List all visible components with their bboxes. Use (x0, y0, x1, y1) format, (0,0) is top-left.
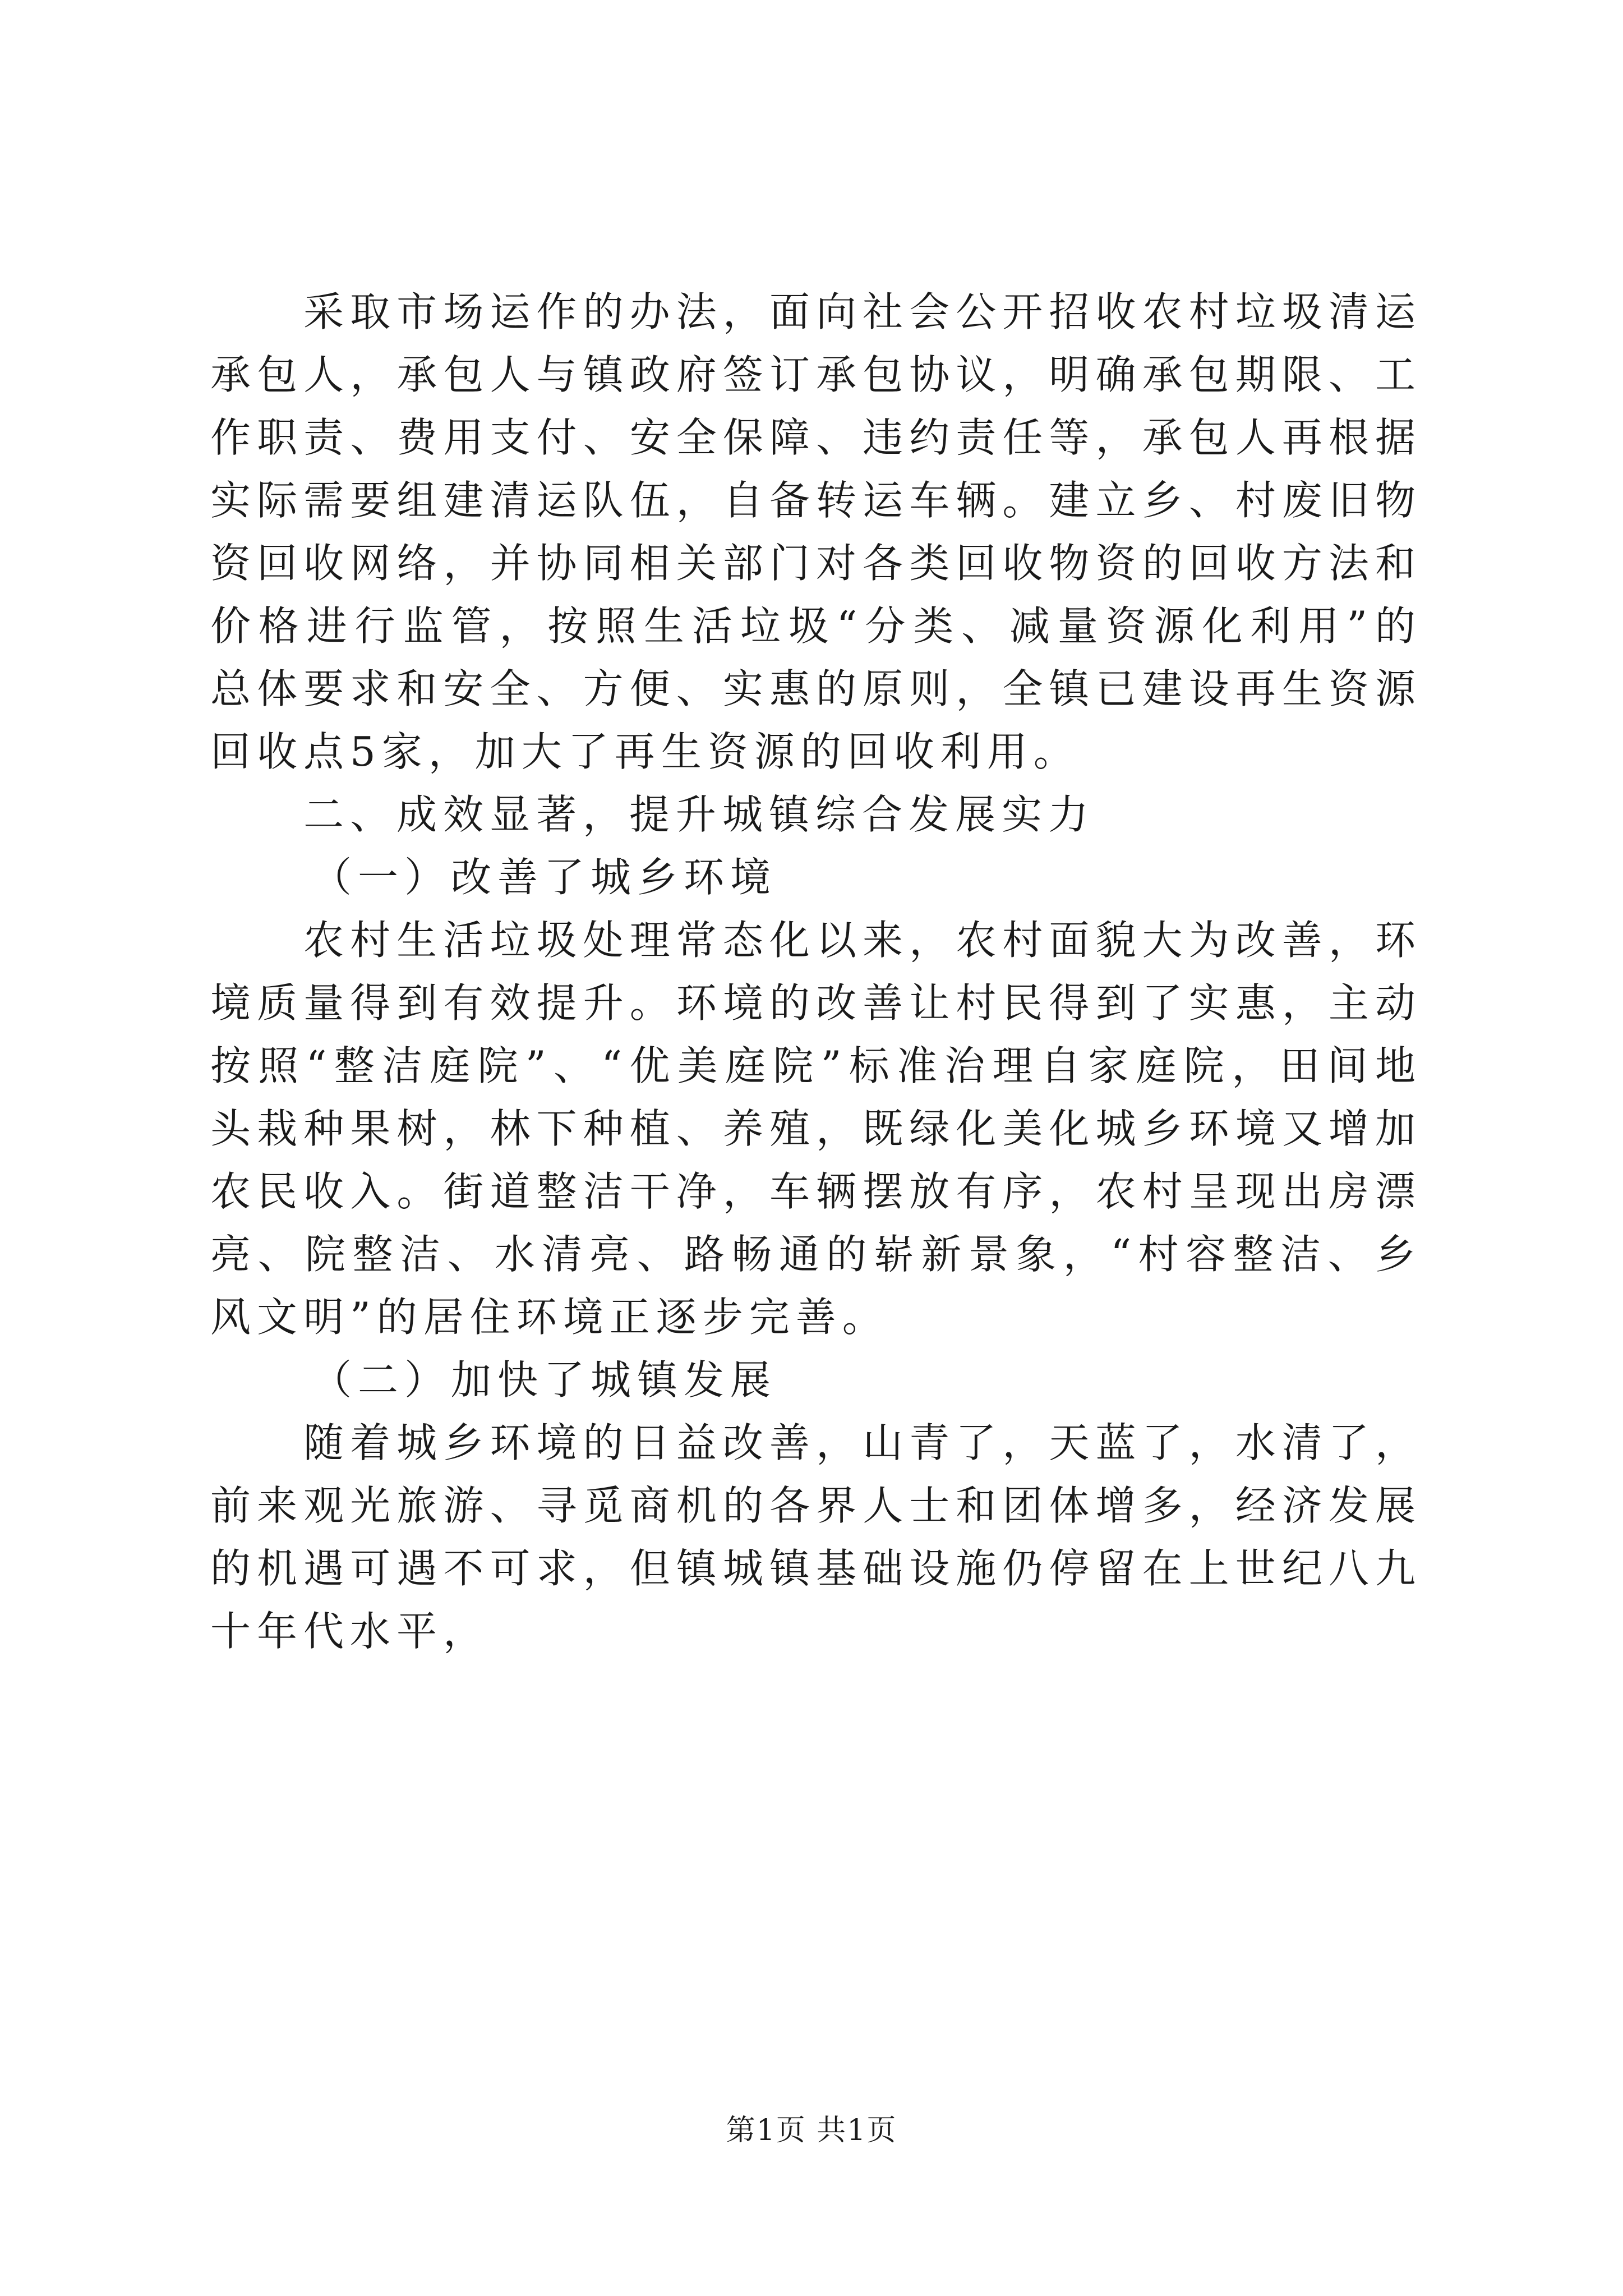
page-footer: 第1页 共1页 (726, 2114, 897, 2147)
section-heading-results: 二、成效显著，提升城镇综合发展实力 (303, 791, 1095, 838)
document-body (210, 280, 1422, 1663)
subsection-heading-environment: （一）改善了城乡环境 (311, 854, 777, 901)
subsection-heading-town-development: （二）加快了城镇发展 (311, 1356, 777, 1404)
paragraph-recycling-network: 采取市场运作的办法，面向社会公开招收农村垃圾清运承包人，承包人与镇政府签订承包协议，明确承包期限、工作职责、费用支付、安全保障、违约责任等，承包人再根据实际需要组建清运队伍，自备转运车辆。建立乡、村废旧物资回收网络，并协同相关部门对各类回收物资的回收方法和价格进行监管，按照生活垃圾“分类、减量资源化利用”的总体要求和安全、方便、实惠的原则，全镇已建设再生资源回收点5家，加大了再生资源的回收利用。 (210, 288, 1422, 775)
paragraph-environment-improvement: 农村生活垃圾处理常态化以来，农村面貌大为改善，环境质量得到有效提升。环境的改善让村民得到了实惠，主动按照“整洁庭院”、“优美庭院”标准治理自家庭院，田间地头栽种果树，林下种植、养殖，既绿化美化城乡环境又增加农民收入。街道整洁干净，车辆摆放有序，农村呈现出房漂亮、院整洁、水清亮、路畅通的崭新景象，“村容整洁、乡风文明”的居住环境正逐步完善。 (210, 917, 1422, 1341)
paragraph-town-development: 随着城乡环境的日益改善，山青了，天蓝了，水清了，前来观光旅游、寻觅商机的各界人士和团体增多，经济发展的机遇可遇不可求，但镇城镇基础设施仍停留在上世纪八九十年代水平， (210, 1419, 1422, 1655)
